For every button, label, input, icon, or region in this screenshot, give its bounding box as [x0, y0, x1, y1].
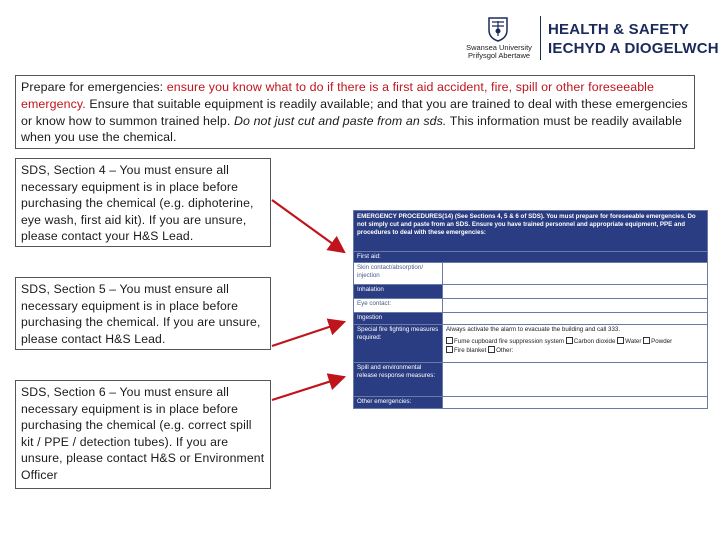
label-inhalation: Inhalation: [354, 285, 443, 299]
row-spill-response: [354, 363, 708, 397]
label-eye-contact: Eye contact:: [354, 299, 443, 313]
option-water: Water: [625, 338, 642, 345]
label-fire-fighting: Special fire fighting measures required:: [354, 325, 443, 363]
arrow-section-4: [272, 200, 344, 252]
form-header-row: [354, 211, 708, 252]
header-divider: [540, 16, 541, 60]
input-other-emergencies[interactable]: [443, 397, 708, 409]
row-skin-contact: [354, 263, 708, 285]
arrow-section-6: [272, 377, 344, 400]
title-welsh: IECHYD A DIOGELWCH: [548, 40, 719, 57]
row-other-emergencies: [354, 397, 708, 409]
note-section-5: SDS, Section 5 – You must ensure all necessary equipment is in place before purchasing the chemical. If you are unsure, please contact H&S Lead.: [15, 277, 271, 350]
university-name-english: Swansea University: [466, 43, 532, 52]
label-spill-response: Spill and environmental release response measures:: [354, 363, 443, 397]
input-eye-contact[interactable]: [443, 299, 708, 313]
note-section-6: SDS, Section 6 – You must ensure all necessary equipment is in place before purchasing the chemical (e.g. correct spill kit / PPE / detection tubes). If you are unsure, please contact H&S or Environment Officer: [15, 380, 271, 489]
input-ingestion[interactable]: [443, 313, 708, 325]
option-carbon-dioxide: Carbon dioxide: [573, 338, 616, 345]
university-name-welsh: Prifysgol Abertawe: [467, 51, 531, 60]
row-fire-fighting: [354, 325, 708, 363]
fire-fighting-instruction: Always activate the alarm to evacuate the building and call 333.: [446, 326, 621, 333]
form-header: EMERGENCY PROCEDURES(14) (See Sections 4, 5 & 6 of SDS). You must prepare for foreseeable emergencies. Do not simply cut and paste from an SDS. Ensure you have trained personnel and appropriate equipment, PPE and procedures to deal with these emergencies:: [354, 211, 708, 252]
row-inhalation: [354, 285, 708, 299]
row-first-aid: [354, 252, 708, 263]
intro-lead: Prepare for emergencies:: [21, 80, 167, 94]
university-crest-icon: [487, 16, 509, 42]
checkbox-fire-blanket[interactable]: [446, 346, 453, 353]
university-name: [462, 44, 536, 60]
input-inhalation[interactable]: [443, 285, 708, 299]
checkbox-other[interactable]: [488, 346, 495, 353]
intro-box: [15, 75, 695, 149]
checkbox-powder[interactable]: [643, 337, 650, 344]
input-spill-response[interactable]: [443, 363, 708, 397]
label-other-emergencies: Other emergencies:: [354, 397, 443, 409]
option-fume-cupboard: Fume cupboard fire suppression system: [454, 338, 565, 345]
health-safety-title: [548, 20, 719, 58]
fire-fighting-options: [443, 325, 708, 363]
option-other: Other:: [496, 347, 514, 354]
intro-body: Ensure that suitable equipment is readily available; and that you are trained to deal with these emergencies or know how to summon trained help.: [21, 96, 688, 128]
row-ingestion: [354, 313, 708, 325]
emergency-procedures-form: [353, 210, 708, 409]
option-powder: Powder: [651, 338, 673, 345]
intro-closing: This information must be readily available when you use the chemical.: [21, 113, 682, 145]
label-first-aid: First aid:: [354, 252, 708, 263]
intro-emphasis: ensure you know what to do if there is a first aid accident, fire, spill or other foreseeable emergency.: [21, 80, 655, 111]
row-eye-contact: [354, 299, 708, 313]
input-skin-contact[interactable]: [443, 263, 708, 285]
intro-italic-note: Do not just cut and paste from an sds.: [233, 113, 447, 128]
title-english: HEALTH & SAFETY: [548, 21, 690, 38]
checkbox-water[interactable]: [617, 337, 624, 344]
arrow-section-5: [272, 322, 344, 346]
label-ingestion: Ingestion: [354, 313, 443, 325]
checkbox-carbon-dioxide[interactable]: [566, 337, 573, 344]
label-skin-contact: Skin contact/absorption/ injection: [354, 263, 443, 285]
note-section-4: SDS, Section 4 – You must ensure all necessary equipment is in place before purchasing the chemical (e.g. diphoterine, eye wash, first aid kit). If you are unsure, please contact your H&S Lead.: [15, 158, 271, 247]
checkbox-fume-cupboard[interactable]: [446, 337, 453, 344]
option-fire-blanket: Fire blanket: [454, 347, 487, 354]
